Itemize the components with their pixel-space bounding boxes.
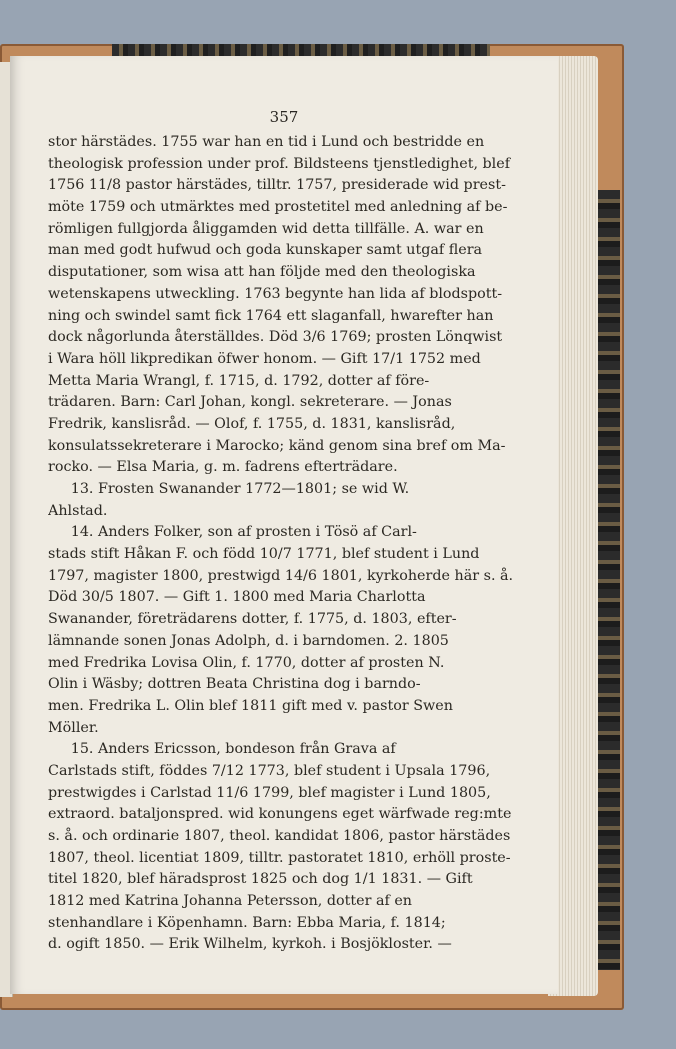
text-line: 15. Anders Ericsson, bondeson från Grava af: [48, 741, 396, 758]
text-line: man med godt hufwud och goda kunskaper samt utgaf flera: [48, 242, 483, 259]
page-number: 357: [269, 108, 299, 126]
text-line: prestwigdes i Carlstad 11/6 1799, blef magister i Lund 1805,: [48, 784, 491, 801]
text-line: 1797, magister 1800, prestwigd 14/6 1801, kyrkoherde här s. å.: [48, 567, 514, 584]
text-line: römligen fullgjorda åliggamden wid detta tillfälle. A. war en: [48, 220, 484, 237]
text-line: 1756 11/8 pastor härstädes, tilltr. 1757, presiderade wid prest-: [48, 177, 506, 194]
text-line: 14. Anders Folker, son af prosten i Tösö af Carl-: [48, 524, 417, 541]
text-line: trädaren. Barn: Carl Johan, kongl. sekreterare. — Jonas: [48, 394, 452, 411]
text-line: Ahlstad.: [48, 502, 108, 519]
book-headband-side: [598, 190, 620, 970]
text-line: men. Fredrika L. Olin blef 1811 gift med v. pastor Swen: [48, 697, 453, 714]
text-line: konsulatssekreterare i Marocko; känd genom sina bref om Ma-: [48, 437, 506, 454]
text-line: 1807, theol. licentiat 1809, tilltr. pastoratet 1810, erhöll proste-: [48, 849, 511, 866]
text-line: 1812 med Katrina Johanna Petersson, dotter af en: [48, 893, 413, 910]
text-line: Fredrik, kanslisråd. — Olof, f. 1755, d. 1831, kanslisråd,: [48, 415, 456, 432]
text-line: Metta Maria Wrangl, f. 1715, d. 1792, dotter af före-: [48, 372, 430, 389]
page-text: [48, 132, 518, 956]
text-line: Swanander, företrädarens dotter, f. 1775, d. 1803, efter-: [48, 611, 457, 628]
text-line: wetenskapens utweckling. 1763 begynte han lida af blodspott-: [48, 285, 503, 302]
text-line: möte 1759 och utmärktes med prostetitel med anledning af be-: [48, 199, 508, 216]
text-line: lämnande sonen Jonas Adolph, d. i barndomen. 2. 1805: [48, 632, 449, 649]
text-line: ning och swindel samt fick 1764 ett slaganfall, hwarefter han: [48, 307, 494, 324]
text-line: extraord. bataljonspred. wid konungens eget wärfwade reg:mte: [48, 806, 512, 823]
text-line: med Fredrika Lovisa Olin, f. 1770, dotter af prosten N.: [48, 654, 445, 671]
text-line: theologisk profession under prof. Bildsteens tjenstledighet, blef: [48, 155, 511, 172]
text-line: stor härstädes. 1755 war han en tid i Lund och bestridde en: [48, 134, 485, 150]
text-line: stenhandlare i Köpenhamn. Barn: Ebba Maria, f. 1814;: [48, 914, 446, 931]
text-line: rocko. — Elsa Maria, g. m. fadrens efterträdare.: [48, 459, 398, 476]
text-line: Carlstads stift, föddes 7/12 1773, blef student i Upsala 1796,: [48, 762, 491, 779]
text-line: d. ogift 1850. — Erik Wilhelm, kyrkoh. i Bosjökloster. —: [48, 936, 452, 953]
text-line: dock någorlunda återställdes. Död 3/6 1769; prosten Lönqwist: [48, 329, 503, 346]
text-line: Olin i Wäsby; dottren Beata Christina dog i barndo-: [48, 676, 421, 693]
text-line: titel 1820, blef häradsprost 1825 och dog 1/1 1831. — Gift: [48, 871, 473, 888]
text-line: disputationer, som wisa att han följde med den theologiska: [48, 264, 476, 281]
text-line: 13. Frosten Swanander 1772—1801; se wid W.: [48, 481, 410, 497]
text-line: s. å. och ordinarie 1807, theol. kandidat 1806, pastor härstädes: [48, 828, 511, 844]
book-page: [10, 56, 558, 994]
text-line: Möller.: [48, 719, 99, 736]
text-line: i Wara höll likpredikan öfwer honom. — Gift 17/1 1752 med: [48, 350, 481, 367]
text-line: Död 30/5 1807. — Gift 1. 1800 med Maria Charlotta: [48, 589, 426, 606]
text-line: stads stift Håkan F. och född 10/7 1771, blef student i Lund: [48, 546, 480, 563]
